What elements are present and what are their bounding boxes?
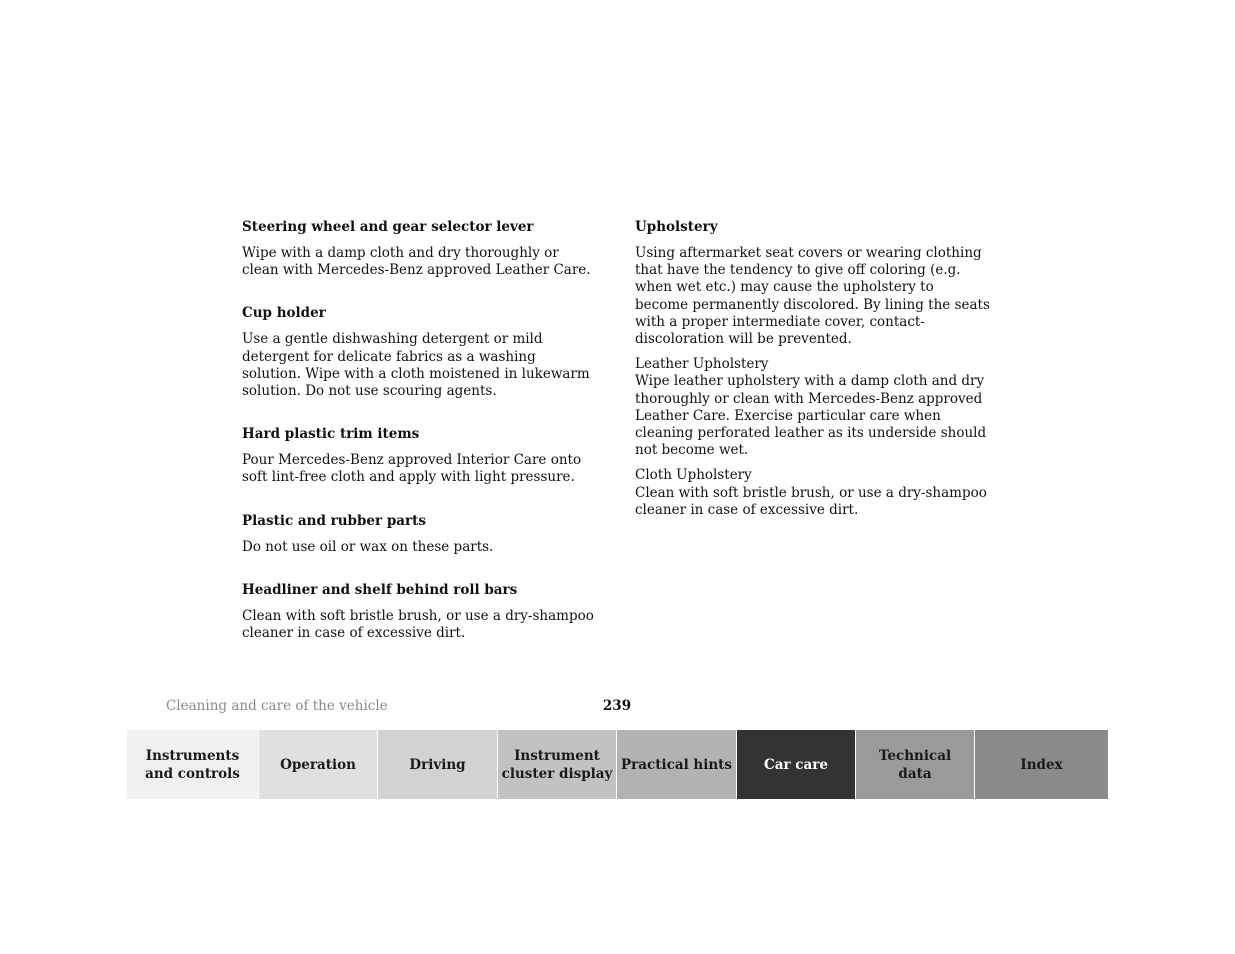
leather-upholstery-text: Wipe leather upholstery with a damp cloth and dry thoroughly or clean with Mercedes-Benz approved Leather Care. Exercise particular care when cleaning perforated leather as its underside should not become wet. (635, 373, 987, 459)
nav-tab-technical-data[interactable] (856, 730, 975, 799)
nav-tab-label: Car care (764, 756, 828, 773)
section-heading: Steering wheel and gear selector lever (242, 219, 534, 235)
section-steering-wheel (242, 219, 597, 279)
section-heading: Hard plastic trim items (242, 426, 420, 443)
section-plastic-rubber (242, 513, 597, 556)
section-cup-holder (242, 305, 597, 400)
nav-tab-instrument-cluster-display[interactable] (498, 730, 617, 799)
section-heading: Plastic and rubber parts (242, 512, 426, 529)
section-text: Use a gentle dishwashing detergent or mild detergent for delicate fabrics as a washing solution. Wipe with a cloth moistened in lukewarm solution. Do not use scouring agents. (242, 331, 590, 400)
nav-tab-practical-hints[interactable] (617, 730, 737, 799)
page-number: 239 (602, 698, 632, 714)
nav-tab-label: Instruments and controls (145, 747, 240, 782)
nav-tab-car-care[interactable] (737, 730, 856, 799)
leather-upholstery-subheading: Leather Upholstery (635, 356, 769, 373)
section-heading: Headliner and shelf behind roll bars (242, 581, 518, 598)
nav-tab-index[interactable] (975, 730, 1108, 799)
upholstery-intro: Using aftermarket seat covers or wearing clothing that have the tendency to give off coloring (e.g. when wet etc.) may cause the upholstery to become permanently discolored. By lining the seats with a proper intermediate cover, contact-discoloration will be prevented. (635, 245, 990, 348)
nav-tab-driving[interactable] (378, 730, 498, 799)
upholstery-heading: Upholstery (635, 219, 718, 235)
nav-tab-instruments-and-controls[interactable] (127, 730, 259, 799)
nav-tab-label: Instrument cluster display (501, 747, 613, 782)
section-text: Pour Mercedes-Benz approved Interior Care onto soft lint-free cloth and apply with light pressure. (242, 452, 582, 486)
section-text: Do not use oil or wax on these parts. (242, 538, 494, 555)
section-hard-plastic (242, 426, 597, 486)
nav-tab-label: Operation (280, 756, 356, 773)
cloth-upholstery-text: Clean with soft bristle brush, or use a dry-shampoo cleaner in case of excessive dirt. (635, 484, 987, 518)
section-text: Wipe with a damp cloth and dry thoroughly or clean with Mercedes-Benz approved Leather Care. (242, 245, 591, 279)
section-text: Clean with soft bristle brush, or use a dry-shampoo cleaner in case of excessive dirt. (242, 607, 594, 642)
right-column (635, 219, 990, 527)
nav-tab-operation[interactable] (259, 730, 378, 799)
leather-upholstery-block (635, 356, 990, 459)
nav-tab-label: Technical data (878, 747, 952, 782)
nav-tab-label: Driving (409, 756, 466, 773)
section-headliner (242, 582, 597, 642)
cloth-upholstery-subheading: Cloth Upholstery (635, 467, 752, 484)
section-heading: Cup holder (242, 305, 326, 322)
nav-tab-label: Index (1020, 756, 1063, 773)
left-column (242, 219, 597, 668)
nav-tab-label: Practical hints (621, 756, 732, 773)
cloth-upholstery-block (635, 467, 990, 519)
footer-section-title: Cleaning and care of the vehicle (166, 698, 388, 714)
chapter-navigation-bar (127, 730, 1108, 799)
